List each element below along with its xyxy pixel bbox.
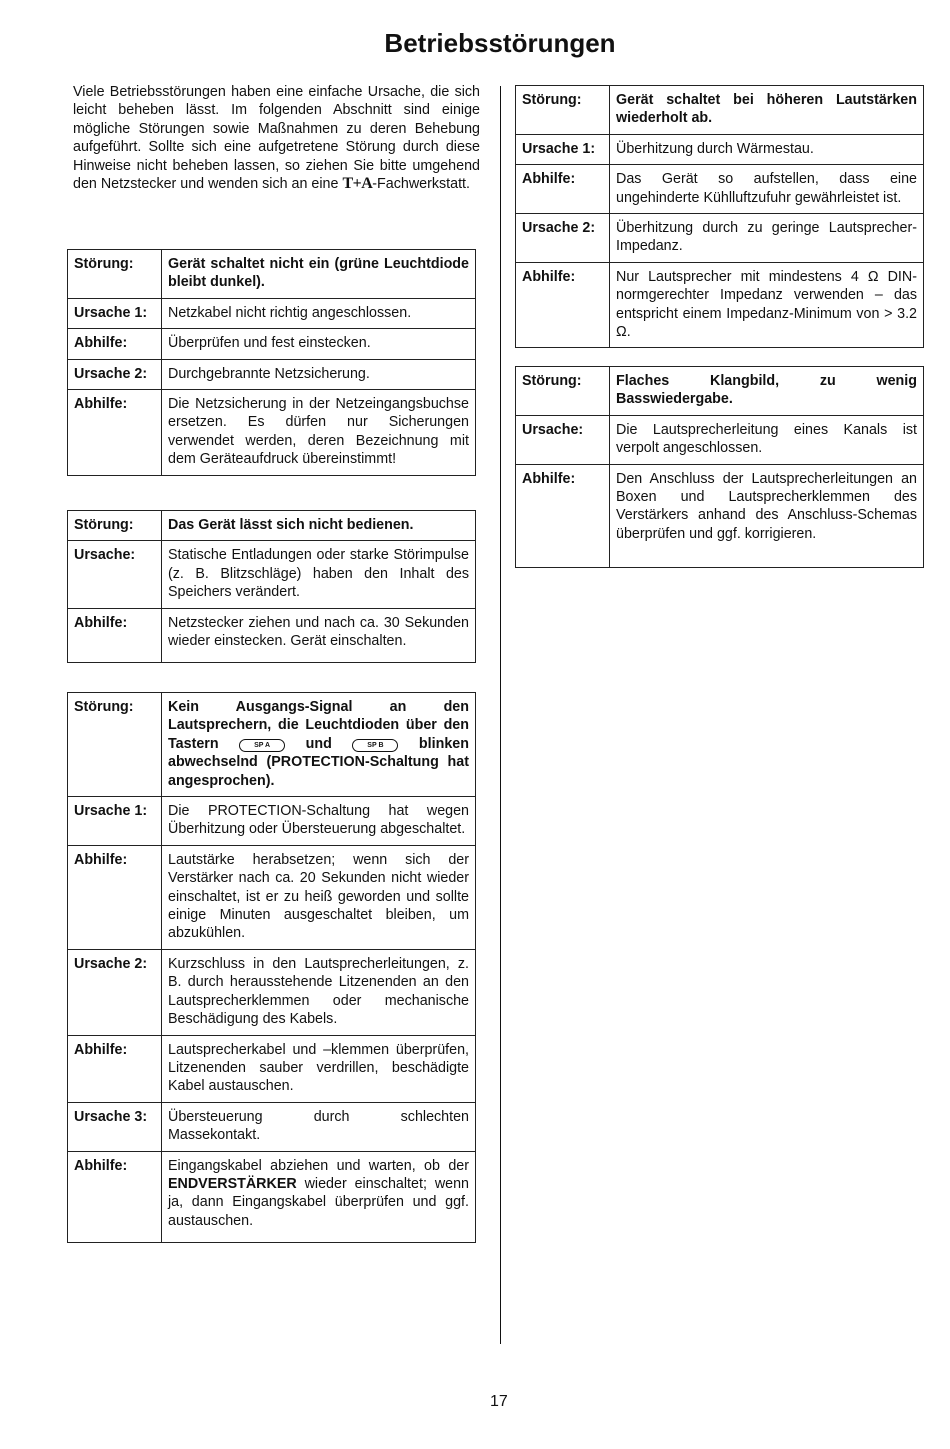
remedy-text: Das Gerät so aufstellen, dass eine ungehinderte Kühlluftzufuhr gewährleistet ist. — [610, 165, 924, 214]
fault-text: Kein Ausgangs-Signal an den Lautsprechern, die Leuchtdioden über den Tastern — [168, 699, 469, 752]
cause-text: Übersteuerung durch schlechten Massekontakt. — [162, 1102, 476, 1151]
row-label: Ursache 2: — [68, 359, 162, 389]
cause-text: Kurzschluss in den Lautsprecherleitungen, z. B. durch herausstehende Litzenenden an den Lautsprecherklemmen oder mechanische Beschädigung des Kabels. — [162, 949, 476, 1035]
table-row — [68, 797, 476, 846]
table-row — [68, 359, 476, 389]
row-label: Ursache: — [68, 541, 162, 608]
table-row — [68, 541, 476, 608]
remedy-text: Lautstärke herabsetzen; wenn sich der Verstärker nach ca. 20 Sekunden nicht wieder einschaltet, ist er zu heiß geworden und sollte einige Minuten ausgeschaltet bleiben, um abzukühlen. — [162, 845, 476, 949]
fault-table-power — [67, 249, 476, 476]
table-row — [68, 1151, 476, 1243]
row-label: Ursache 1: — [68, 797, 162, 846]
remedy-text: Die Netzsicherung in der Netzeingangsbuchse ersetzen. Es dürfen nur Sicherungen verwendet werden, deren Bezeichnung mit dem Geräteaufdruck übereinstimmt! — [162, 390, 476, 476]
remedy-text: Lautsprecherkabel und –klemmen überprüfen, Litzenenden sauber verdrillen, beschädigte Kabel austauschen. — [162, 1035, 476, 1102]
cause-text: Durchgebrannte Netzsicherung. — [162, 359, 476, 389]
fault-description: Gerät schaltet bei höheren Lautstärken wiederholt ab. — [610, 86, 924, 135]
table-row — [68, 845, 476, 949]
table-row — [68, 511, 476, 541]
endverstaerker-label: ENDVERSTÄRKER — [168, 1175, 297, 1192]
remedy-text-part: wieder einschaltet; wenn ja, dann Eingangskabel überprüfen und ggf. austauschen. — [168, 1175, 469, 1229]
row-label: Abhilfe: — [68, 1151, 162, 1243]
cause-text: Die Lautsprecherleitung eines Kanals ist verpolt angeschlossen. — [610, 415, 924, 464]
table-row — [68, 949, 476, 1035]
row-label: Abhilfe: — [516, 464, 610, 568]
remedy-text: Überprüfen und fest einstecken. — [162, 329, 476, 359]
table-row — [516, 165, 924, 214]
row-label: Ursache 3: — [68, 1102, 162, 1151]
table-row — [68, 250, 476, 299]
table-row — [68, 608, 476, 663]
cause-text: Überhitzung durch zu geringe Lautsprecher-Impedanz. — [610, 214, 924, 263]
fault-table-overheat — [515, 85, 924, 348]
remedy-text: Netzstecker ziehen und nach ca. 30 Sekunden wieder einstecken. Gerät einschalten. — [162, 608, 476, 663]
cause-text: Die PROTECTION-Schaltung hat wegen Überhitzung oder Übersteuerung abgeschaltet. — [162, 797, 476, 846]
row-label: Abhilfe: — [68, 845, 162, 949]
table-row — [68, 1035, 476, 1102]
row-label: Störung: — [68, 693, 162, 797]
cause-text: Netzkabel nicht richtig angeschlossen. — [162, 298, 476, 328]
row-label: Ursache: — [516, 415, 610, 464]
table-row — [516, 86, 924, 135]
row-label: Abhilfe: — [68, 390, 162, 476]
row-label: Abhilfe: — [68, 329, 162, 359]
fault-text: und — [305, 735, 332, 752]
page-title: Betriebsstörungen — [384, 28, 616, 58]
table-row — [68, 1102, 476, 1151]
table-row — [516, 415, 924, 464]
table-row — [68, 298, 476, 328]
row-label: Störung: — [516, 86, 610, 135]
row-label: Ursache 1: — [516, 134, 610, 164]
table-row — [516, 134, 924, 164]
table-row — [68, 693, 476, 797]
sp-a-button-symbol: SP A — [239, 739, 285, 752]
row-label: Störung: — [516, 367, 610, 416]
row-label: Ursache 1: — [68, 298, 162, 328]
remedy-text — [162, 1151, 476, 1243]
remedy-text: Nur Lautsprecher mit mindestens 4 Ω DIN-normgerechter Impedanz verwenden – das entspricht einem Impedanz-Minimum von > 3.2 Ω. — [610, 262, 924, 348]
row-label: Abhilfe: — [516, 262, 610, 348]
fault-table-operation — [67, 510, 476, 663]
table-row — [68, 390, 476, 476]
table-row — [68, 329, 476, 359]
intro-text-end: -Fachwerkstatt. — [372, 176, 470, 193]
row-label: Störung: — [68, 511, 162, 541]
row-label: Abhilfe: — [68, 1035, 162, 1102]
fault-description — [162, 693, 476, 797]
fault-description: Flaches Klangbild, zu wenig Basswiedergabe. — [610, 367, 924, 416]
row-label: Abhilfe: — [516, 165, 610, 214]
remedy-text: Den Anschluss der Lautsprecherleitungen an Boxen und Lautsprecherklemmen des Verstärkers anhand des Anschluss-Schemas überprüfen und ggf. korrigieren. — [610, 464, 924, 568]
cause-text: Überhitzung durch Wärmestau. — [610, 134, 924, 164]
column-divider — [500, 86, 501, 1344]
row-label: Abhilfe: — [68, 608, 162, 663]
row-label: Ursache 2: — [516, 214, 610, 263]
remedy-text-part: Eingangskabel abziehen und warten, ob der — [168, 1157, 469, 1174]
row-label: Störung: — [68, 250, 162, 299]
intro-text: Viele Betriebsstörungen haben eine einfache Ursache, die sich leicht beheben lässt. Im folgenden Abschnitt sind einige mögliche Störungen sowie Maßnahmen zu deren Behebung aufgeführt. Sollte sich eine aufgetretene Störung durch diese Hinweise nicht beheben lassen, so ziehen Sie bitte umgehend den Netzstecker und wenden sich an eine — [73, 84, 480, 193]
table-row — [516, 262, 924, 348]
fault-description: Das Gerät lässt sich nicht bedienen. — [162, 511, 476, 541]
table-row — [516, 214, 924, 263]
table-row — [516, 464, 924, 568]
table-row — [516, 367, 924, 416]
page-number: 17 — [490, 1393, 508, 1410]
cause-text: Statische Entladungen oder starke Störimpulse (z. B. Blitzschläge) haben den Inhalt des Speichers verändert. — [162, 541, 476, 608]
fault-table-protection — [67, 692, 476, 1243]
fault-table-sound — [515, 366, 924, 568]
row-label: Ursache 2: — [68, 949, 162, 1035]
fault-text: blinken abwechselnd (PROTECTION-Schaltung hat angesprochen). — [168, 735, 469, 789]
fault-description: Gerät schaltet nicht ein (grüne Leuchtdiode bleibt dunkel). — [162, 250, 476, 299]
sp-b-button-symbol: SP B — [352, 739, 398, 752]
ta-logo: T+A — [342, 175, 373, 193]
intro-paragraph — [73, 83, 480, 193]
